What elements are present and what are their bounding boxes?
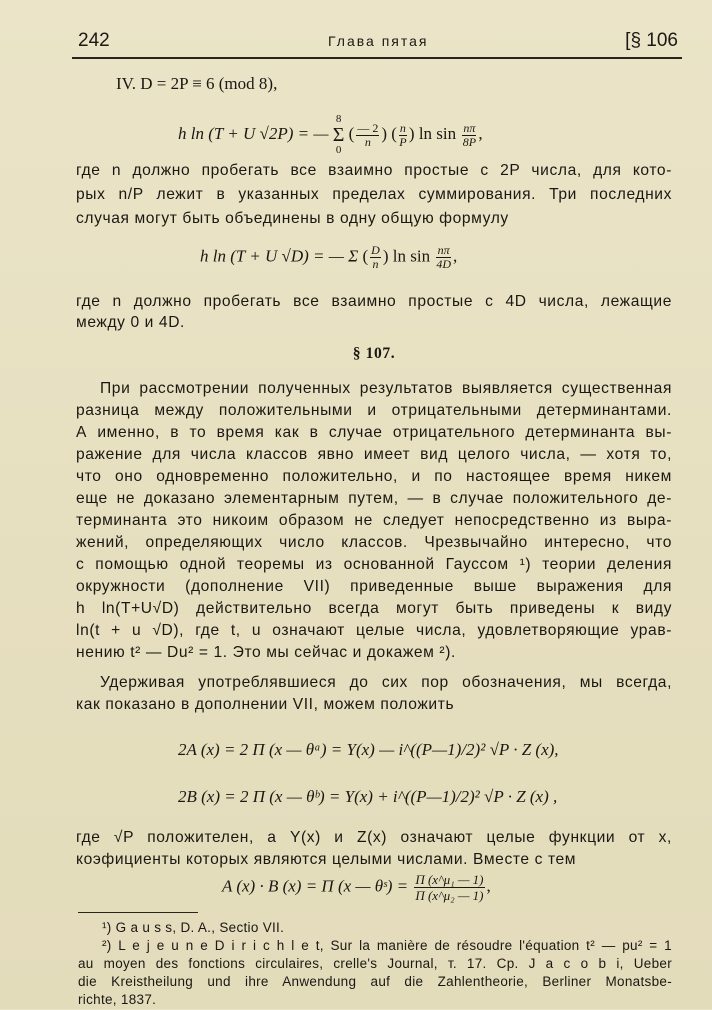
para1-line-1: где n должно пробегать все взаимно простые с 2P числа, для кото- — [76, 162, 672, 179]
para3-line-2: разница между положительными и отрицательными детерминантами. — [76, 402, 672, 419]
section-ref: [§ 106 — [625, 30, 678, 51]
formula-1-comma: , — [478, 123, 483, 143]
ln-sin: ln sin — [418, 123, 457, 143]
arg-denominator: 8P — [462, 134, 477, 149]
page-number: 242 — [78, 30, 110, 51]
sum-operator — [333, 114, 345, 156]
formula-5 — [222, 872, 491, 903]
ln-sin-2: ln sin — [392, 246, 431, 266]
para5-line-2: коэфициенты которых являются целыми числами. Вместе с тем — [76, 851, 577, 868]
para2-line-1: где n должно пробегать все взаимно простые с 4D числа, лежащие — [76, 293, 672, 310]
footnote-2-line-4: richte, 1837. — [78, 992, 157, 1007]
formula-5-comma: , — [486, 876, 491, 896]
formula-2: h ln (T + U √D) = — Σ ( $\frac{D}{n}$ ) ln sin $\frac{n\pi}{4D}$ , — [200, 243, 458, 271]
sin-argument — [462, 122, 476, 149]
sin-argument-2 — [436, 244, 451, 271]
footnote-2-line-2: au moyen des fonctions circulaires, crelle's Journal, т. 17. Cp. J a c o b i, Ueber — [78, 956, 672, 971]
para3-line-8: жений, определяющих число классов. Чрезвычайно интересно, что — [76, 534, 672, 551]
footnote-rule — [78, 912, 198, 913]
formula-1: h ln (T + U √2P) = — 8 Σ 0 ( $\frac{— 2}{n}$ ) ( $\frac{n}{P}$ ) ln sin $\frac{n\pi}{8P}$ , — [178, 113, 483, 156]
formula-1-lhs: h ln (T + U √2P) = — — [178, 123, 333, 143]
legendre-symbol-1 — [356, 122, 379, 149]
arg2-denominator: 4D — [436, 257, 451, 271]
chapter-title: Глава пятая — [328, 33, 429, 49]
symbol-d-bottom: n — [372, 257, 379, 271]
symbol-d-top: D — [371, 243, 380, 257]
para4-line-1: Удерживая употреблявшиеся до сих пор обозначения, мы всегда, — [100, 674, 672, 691]
sum-lower-limit: 0 — [335, 144, 342, 156]
para3-line-9: с помощью одной теоремы из основанной Гауссом ¹) теории деления — [76, 556, 672, 573]
footnote-2-line-1: ²) L e j e u n e D i r i c h l e t, Sur la manière de résoudre l'équation t² — pu² = 1 — [102, 938, 672, 953]
symbol-1-bottom: n — [364, 134, 371, 149]
para1-line-3: случая могут быть объединены в одну общую формулу — [76, 210, 509, 227]
symbol-2-top: n — [399, 120, 406, 135]
para3-line-6: еще не доказано элементарным путем, — в случае положительного де- — [76, 490, 672, 507]
symbol-2-bottom: P — [399, 134, 407, 149]
case-iv-line: IV. D = 2P ≡ 6 (mod 8), — [116, 74, 278, 93]
para3-line-3: А именно, в то время как в случае отрицательного детерминанта вы- — [76, 424, 672, 441]
para1-line-2: рых n/P лежит в указанных пределах суммирования. Три последних — [76, 186, 672, 203]
section-title: § 107. — [352, 345, 396, 362]
para3-line-12: ln(t + u √D), где t, u означают целые числа, удовлетворяющие урав- — [76, 622, 672, 639]
legendre-symbol-d — [370, 244, 381, 271]
para3-line-11: h ln(T+U√D) действительно всегда могут быть приведены к виду — [76, 600, 672, 617]
arg2-numerator: nπ — [437, 243, 450, 257]
fraction-denominator: Π (x^μ₂ — 1) — [415, 888, 484, 903]
sum-upper-limit: 8 — [335, 113, 342, 125]
footnote-2-line-3: die Kreistheilung und ihre Anwendung auf die Zahlentheorie, Berliner Monatsbe- — [78, 974, 672, 989]
fraction-numerator: Π (x^μ₁ — 1) — [415, 872, 484, 887]
footnote-1: ¹) G a u s s, D. A., Sectio VII. — [102, 920, 285, 935]
para2-line-2: между 0 и 4D. — [76, 314, 185, 331]
para3-line-5: что оно одновременно положительно, и по настоящее время никем — [76, 468, 672, 485]
arg-numerator: nπ — [463, 120, 476, 135]
sum-sign: Σ — [332, 124, 345, 146]
formula-5-fraction — [414, 872, 484, 903]
formula-2-lhs: h ln (T + U √D) = — Σ — [200, 246, 359, 266]
symbol-1-top: — 2 — [357, 120, 379, 135]
para3-line-4: ражение для числа классов явно имеет вид целого числа, — хотя то, — [76, 446, 672, 463]
formula-5-lhs: A (x) · B (x) = Π (x — θˢ) = — [222, 876, 413, 896]
para4-line-2: как показано в дополнении VII, можем положить — [76, 696, 455, 713]
legendre-symbol-2 — [399, 122, 407, 149]
para3-line-13: нению t² — Du² = 1. Это мы сейчас и докажем ²). — [76, 644, 456, 661]
formula-3: 2A (x) = 2 Π (x — θᵃ) = Y(x) — i^((P—1)/2)² √P · Z (x), — [178, 740, 559, 759]
para3-line-1: При рассмотрении полученных результатов выявляется существенная — [100, 380, 672, 397]
formula-4: 2B (x) = 2 Π (x — θᵇ) = Y(x) + i^((P—1)/2)² √P · Z (x) , — [178, 787, 558, 806]
para5-line-1: где √P положителен, а Y(x) и Z(x) означают целые функции от x, — [76, 829, 672, 846]
header-rule — [72, 57, 682, 59]
para3-line-10: окружности (дополнение VII) приведенные выше выражения для — [76, 578, 672, 595]
para3-line-7: терминанта это никоим образом не следует непосредственно из выра- — [76, 512, 672, 529]
running-header — [78, 30, 678, 58]
formula-2-comma: , — [453, 246, 458, 266]
